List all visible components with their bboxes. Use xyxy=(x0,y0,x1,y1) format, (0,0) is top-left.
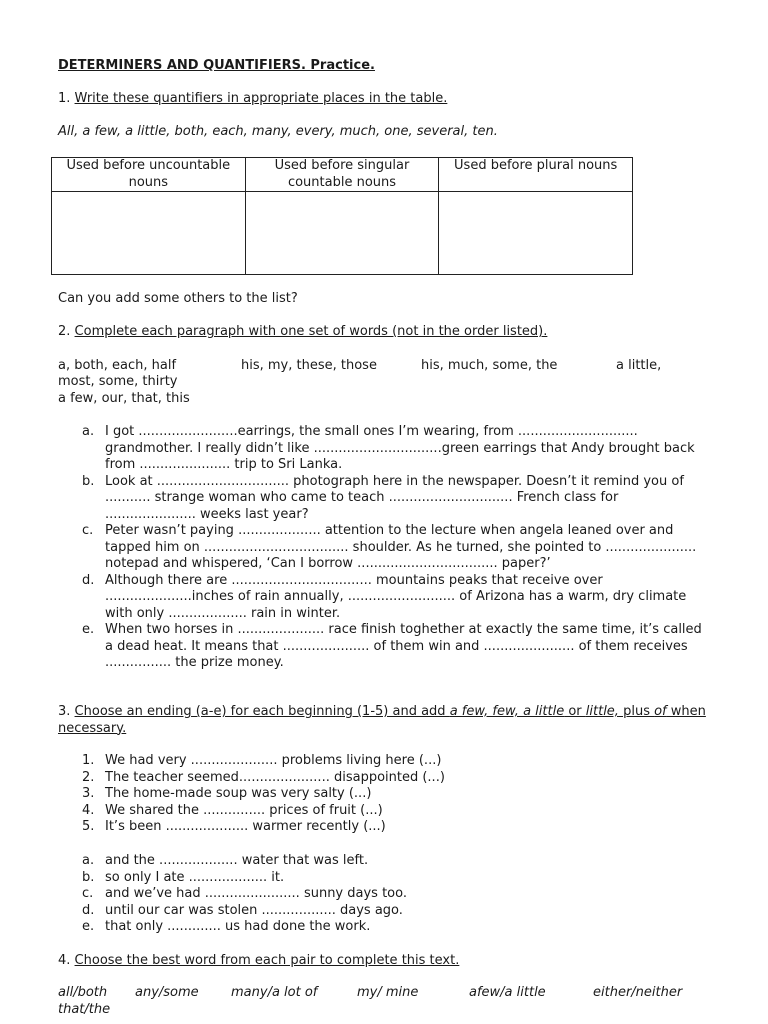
section1-instruction: Write these quantifiers in appropriate places in the table. xyxy=(74,91,448,106)
word-pair: many/a lot of xyxy=(231,985,318,1000)
section1-follow-up: Can you add some others to the list? xyxy=(58,291,298,306)
word-pair: afew/a little xyxy=(469,985,546,1000)
item-marker: a. xyxy=(82,853,95,868)
answer-cell-plural[interactable] xyxy=(439,192,633,275)
endings-list xyxy=(58,853,713,936)
item-marker: e. xyxy=(82,919,95,934)
item-marker: b. xyxy=(82,869,95,885)
section3-instruction xyxy=(58,704,706,736)
section2-heading xyxy=(58,324,547,341)
section4-instruction: Choose the best word from each pair to complete this text. xyxy=(74,953,460,968)
instruction-part: little, xyxy=(585,704,619,719)
table-header-row xyxy=(52,158,633,192)
word-pair: my/ mine xyxy=(357,985,419,1000)
item-text: and we’ve had ....................... sunny days too. xyxy=(105,886,407,901)
word-pairs xyxy=(58,985,718,1021)
item-marker: e. xyxy=(82,622,95,637)
item-marker: 5. xyxy=(82,819,95,834)
list-item xyxy=(58,886,713,903)
list-item xyxy=(58,919,713,936)
instruction-part: or xyxy=(564,704,586,719)
table-header-singular: Used before singular countable nouns xyxy=(245,158,439,192)
word-pair: all/both xyxy=(58,985,108,1000)
word-set-4: a little, xyxy=(616,358,662,373)
list-item xyxy=(58,903,713,920)
item-text: The home-made soup was very salty (...) xyxy=(105,786,372,801)
item-text: Look at ................................ photograph here in the newspaper. Doesn’t it remind you of ........... strange woman who came to teach .............................. French class for ...................... weeks last year? xyxy=(105,473,684,522)
beginnings-list xyxy=(58,753,713,836)
item-marker: 2. xyxy=(82,769,95,785)
item-marker: 4. xyxy=(82,802,95,818)
list-item xyxy=(58,786,713,803)
section4-heading xyxy=(58,953,459,970)
instruction-part: of xyxy=(654,704,667,719)
table-answer-row xyxy=(52,192,633,275)
list-item xyxy=(58,853,713,870)
instruction-part: Choose an ending (a-e) for each beginning (1-5) and add xyxy=(74,704,450,719)
section3-number: 3. xyxy=(58,704,71,719)
item-text: It’s been .................... warmer recently (...) xyxy=(105,819,386,834)
instruction-part: a few, few, a little xyxy=(449,704,565,719)
list-item xyxy=(58,622,713,672)
list-item xyxy=(58,803,713,820)
item-text: We had very ..................... problems living here (...) xyxy=(105,753,442,768)
word-pair: any/some xyxy=(135,985,199,1000)
item-text: The teacher seemed...................... disappointed (...) xyxy=(105,769,445,785)
answer-cell-uncountable[interactable] xyxy=(52,192,246,275)
word-set-1: a, both, each, half xyxy=(58,358,177,373)
word-sets xyxy=(58,358,708,408)
item-text: Peter wasn’t paying .................... attention to the lecture when angela leaned over and tapped him on ................................... shoulder. As he turned, she pointed to ...................... notepad and whispered, ‘Can I borrow .................................. paper?’ xyxy=(105,523,697,571)
word-set-3: his, much, some, the xyxy=(421,358,558,373)
section1-number: 1. xyxy=(58,91,71,106)
list-item xyxy=(58,770,713,787)
list-item xyxy=(58,753,713,770)
word-pair: either/neither xyxy=(593,985,683,1000)
item-marker: b. xyxy=(82,473,95,489)
item-text: that only ............. us had done the work. xyxy=(105,919,371,934)
instruction-part: when necessary. xyxy=(58,704,706,736)
list-item xyxy=(58,424,713,474)
item-text: When two horses in ..................... race finish toghether at exactly the same time, it’s called a dead heat. It means that ..................... of them win and ...................... of them receives ................ the prize money. xyxy=(105,622,702,670)
word-pair: that/the xyxy=(58,1002,111,1017)
page-title: DETERMINERS AND QUANTIFIERS. Practice. xyxy=(58,58,375,73)
answer-cell-singular[interactable] xyxy=(245,192,439,275)
section3-heading xyxy=(58,704,714,737)
list-item xyxy=(58,474,713,524)
item-text: Although there are .................................. mountains peaks that receive over .....................inches of rain annually, .......................... of Arizona has a warm, dry climate with only ................... rain in winter. xyxy=(105,572,687,621)
item-text: We shared the ............... prices of fruit (...) xyxy=(105,802,383,818)
list-item xyxy=(58,819,713,836)
word-set-4-cont: most, some, thirty xyxy=(58,374,178,389)
item-text: until our car was stolen .................. days ago. xyxy=(105,902,403,918)
quantifier-word-list: All, a few, a little, both, each, many, every, much, one, several, ten. xyxy=(58,124,498,139)
table-header-plural: Used before plural nouns xyxy=(439,158,633,192)
word-set-2: his, my, these, those xyxy=(241,358,377,373)
item-marker: 3. xyxy=(82,786,95,801)
list-item xyxy=(58,870,713,887)
item-marker: d. xyxy=(82,572,95,588)
section1-heading xyxy=(58,91,447,108)
item-marker: c. xyxy=(82,523,94,538)
item-marker: c. xyxy=(82,886,94,901)
item-text: I got ........................earrings, the small ones I’m wearing, from ............................. grandmother. I really didn’t like ...............................green earrings that Andy brought back from ...................... trip to Sri Lanka. xyxy=(105,424,695,472)
section2-instruction: Complete each paragraph with one set of words (not in the order listed). xyxy=(74,324,548,339)
paragraph-list xyxy=(58,424,713,672)
item-marker: d. xyxy=(82,902,95,918)
item-marker: 1. xyxy=(82,753,95,768)
quantifier-table xyxy=(51,157,633,275)
list-item xyxy=(58,523,713,573)
list-item xyxy=(58,573,713,623)
item-text: and the ................... water that was left. xyxy=(105,853,369,868)
instruction-part: plus xyxy=(618,704,655,719)
table-header-uncountable: Used before uncountable nouns xyxy=(52,158,246,192)
section2-number: 2. xyxy=(58,324,71,339)
item-marker: a. xyxy=(82,424,95,439)
section4-number: 4. xyxy=(58,953,71,968)
word-set-5: a few, our, that, this xyxy=(58,391,190,406)
item-text: so only I ate ................... it. xyxy=(105,869,285,885)
